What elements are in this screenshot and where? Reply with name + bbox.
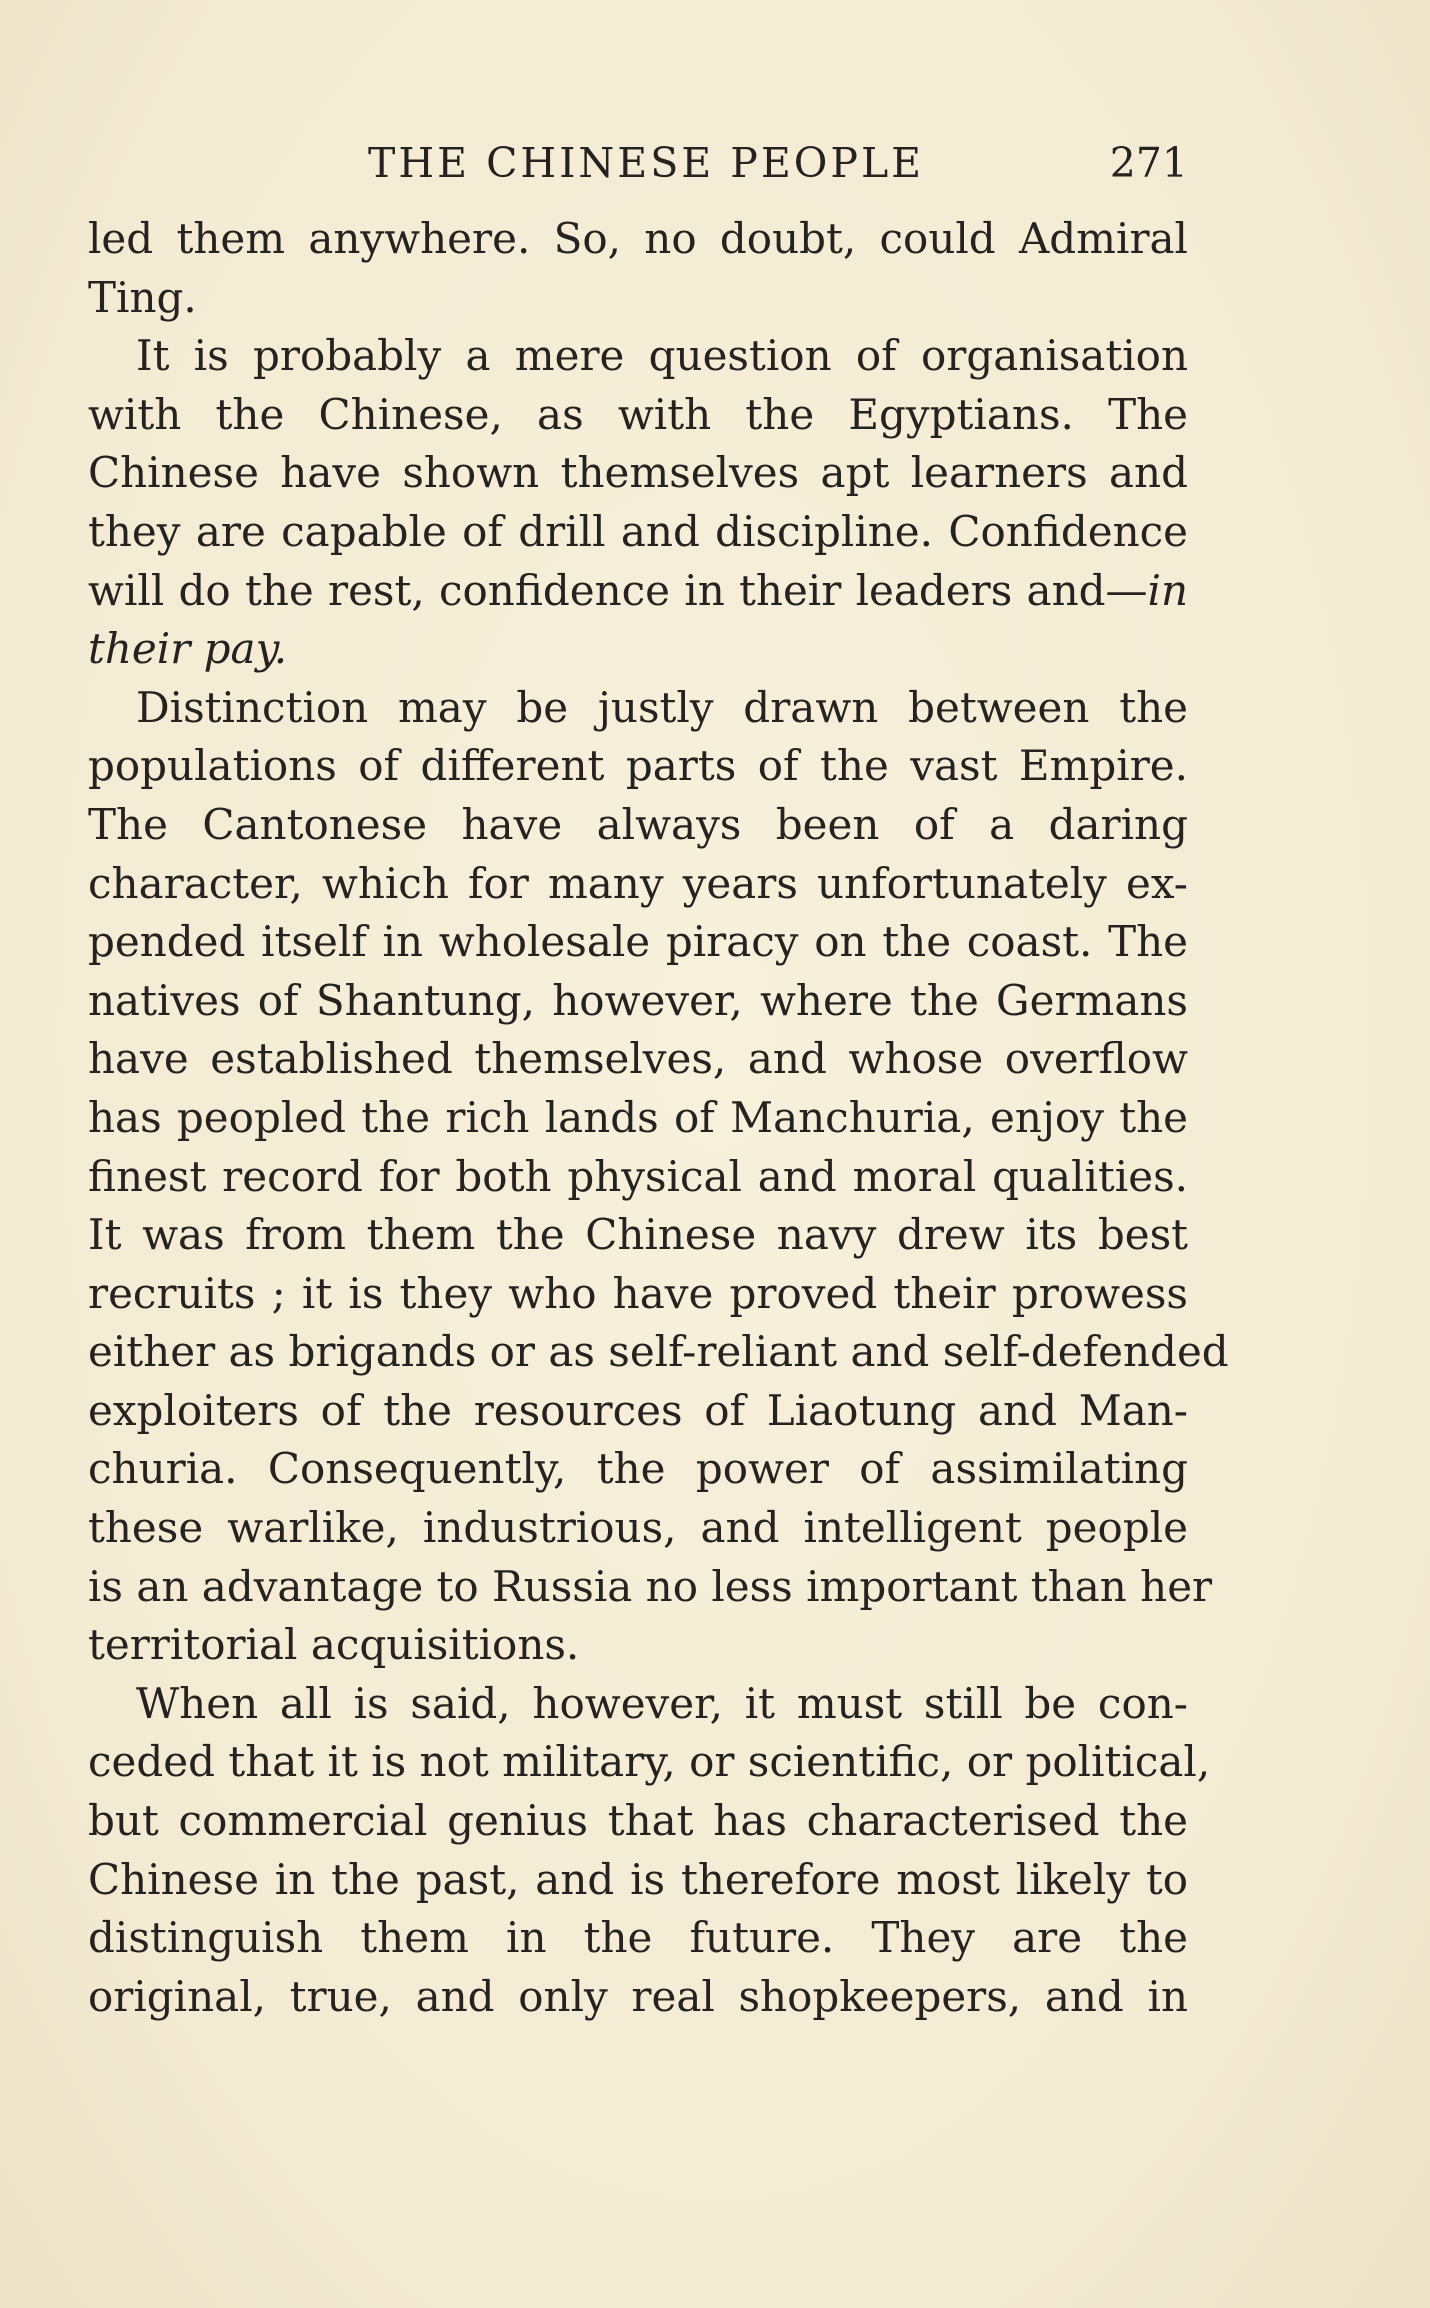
text-line: pended itself in wholesale piracy on the coast. The [88,917,1188,967]
text-line: ceded that it is not military, or scientific, or political, [88,1737,1211,1787]
text-line-segment: will do the rest, confidence in their leaders and— [88,565,1148,615]
paragraph-start-line: It is probably a mere question of organisation [136,331,1188,381]
text-line: Chinese in the past, and is therefore most likely to [88,1854,1188,1904]
text-line: The Cantonese have always been of a daring [88,799,1188,849]
paragraph-start-line: When all is said, however, it must still be con- [136,1678,1188,1728]
text-line: finest record for both physical and moral qualities. [88,1151,1188,1201]
running-title: THE CHINESE PEOPLE [368,139,925,187]
page-number: 271 [1109,139,1188,187]
text-line: has peopled the rich lands of Manchuria, enjoy the [88,1092,1188,1142]
text-line: character, which for many years unfortunately ex- [88,858,1188,908]
text-line [88,562,1188,621]
text-line: Chinese have shown themselves apt learners and [88,448,1188,498]
text-line: natives of Shantung, however, where the Germans [88,975,1188,1025]
text-line: territorial acquisitions. [88,1620,580,1670]
text-line: exploiters of the resources of Liaotung and Man- [88,1385,1188,1435]
text-line: either as brigands or as self-reliant and self-defended [88,1327,1229,1377]
text-line: churia. Consequently, the power of assimilating [88,1444,1188,1494]
text-line: these warlike, industrious, and intelligent people [88,1503,1188,1553]
text-line: original, true, and only real shopkeepers, and in [88,1971,1188,2021]
text-line: distinguish them in the future. They are the [88,1913,1188,1963]
text-line: but commercial genius that has characterised the [88,1796,1188,1846]
text-line: is an advantage to Russia no less important than her [88,1561,1213,1611]
paragraph-start-line: Distinction may be justly drawn between the [136,682,1188,732]
text-line: have established themselves, and whose overflow [88,1034,1188,1084]
page-header [88,138,1188,188]
text-line: they are capable of drill and discipline. Confidence [88,506,1188,556]
text-line: their pay. [88,624,288,674]
text-line: recruits ; it is they who have proved their prowess [88,1268,1188,1318]
body-text [88,210,1229,2026]
text-line: It was from them the Chinese navy drew its best [88,1210,1188,1260]
text-line: led them anywhere. So, no doubt, could Admiral [88,214,1188,263]
italic-text: in [1147,565,1188,615]
text-line: Ting. [88,272,197,322]
text-line: populations of different parts of the vast Empire. [88,741,1188,791]
text-line: with the Chinese, as with the Egyptians. The [88,389,1188,439]
